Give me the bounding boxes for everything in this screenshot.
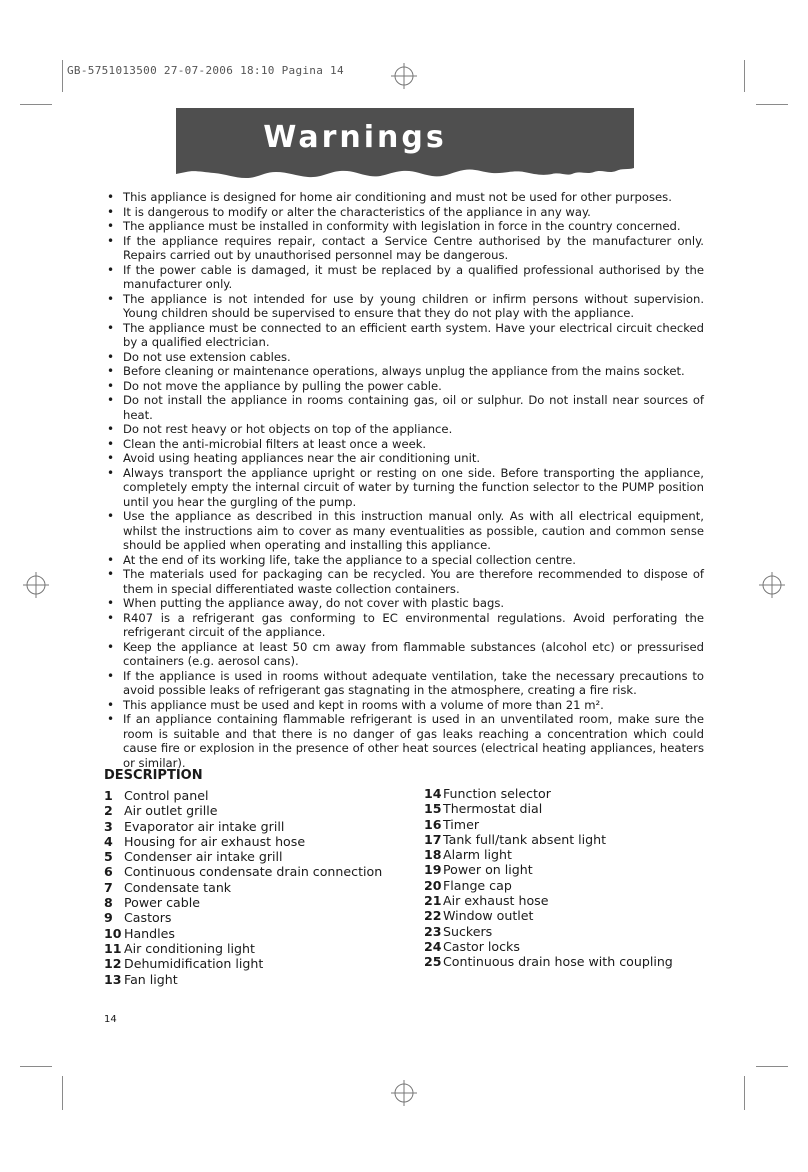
registration-mark-top-icon: [391, 63, 417, 89]
part-number: 17: [424, 831, 442, 847]
part-label: Air exhaust hose: [443, 893, 549, 909]
part-item: [104, 895, 382, 910]
part-label: Evaporator air intake grill: [124, 818, 285, 834]
part-number: 12: [104, 956, 122, 972]
part-number: 2: [104, 803, 113, 819]
part-item: [104, 926, 382, 941]
part-item: [424, 893, 673, 908]
part-item: [424, 847, 673, 862]
warning-item: • If the appliance is used in rooms without adequate ventilation, take the necessary precautions to avoid possible leaks of refrigerant gas stagnating in the atmosphere, creating a fire risk.: [104, 669, 704, 698]
parts-list-left: [104, 788, 382, 987]
warning-item: • The appliance must be installed in conformity with legislation in force in the country concerned.: [104, 219, 704, 234]
warning-item: • Avoid using heating appliances near the air conditioning unit.: [104, 451, 704, 466]
part-item: [424, 801, 673, 816]
warning-item: • The appliance must be connected to an efficient earth system. Have your electrical circuit checked by a qualified electrician.: [104, 321, 704, 350]
part-item: [104, 864, 382, 879]
part-item: [104, 849, 382, 864]
part-label: Dehumidification light: [124, 956, 264, 972]
page-title: Warnings: [263, 120, 447, 155]
warning-item: • Always transport the appliance upright or resting on one side. Before transporting the appliance, completely empty the internal circuit of water by turning the function selector to the PUMP position until you hear the gurgling of the pump.: [104, 466, 704, 510]
part-label: Power cable: [124, 895, 200, 911]
part-number: 18: [424, 847, 442, 863]
part-number: 5: [104, 849, 113, 865]
part-number: 14: [424, 786, 442, 801]
warning-item: • If the power cable is damaged, it must be replaced by a qualified professional authorised by the manufacturer only.: [104, 263, 704, 292]
part-number: 15: [424, 801, 442, 817]
part-label: Castor locks: [443, 938, 520, 954]
warning-item: • At the end of its working life, take the appliance to a special collection centre.: [104, 553, 704, 568]
part-item: [104, 819, 382, 834]
crop-mark-bottom-right-v: [744, 1076, 745, 1110]
part-item: [424, 878, 673, 893]
part-item: [104, 972, 382, 987]
part-number: 3: [104, 818, 113, 834]
warnings-list: [104, 190, 704, 770]
registration-mark-right-icon: [759, 572, 785, 598]
crop-mark-top-right-v: [744, 60, 745, 92]
part-number: 13: [104, 971, 122, 987]
part-number: 23: [424, 923, 442, 939]
warning-item: • Use the appliance as described in this instruction manual only. As with all electrical equipment, whilst the instructions aim to cover as many eventualities as possible, caution and common sense should be applied when operating and installing this appliance.: [104, 509, 704, 553]
page-number: 14: [104, 1014, 117, 1025]
part-number: 6: [104, 864, 113, 880]
part-label: Air outlet grille: [124, 803, 218, 819]
crop-mark-top-left-h: [20, 104, 52, 105]
part-label: Timer: [443, 816, 479, 832]
part-number: 1: [104, 788, 113, 803]
part-label: Window outlet: [443, 908, 534, 924]
part-label: Castors: [124, 910, 172, 926]
warning-item: • When putting the appliance away, do not cover with plastic bags.: [104, 596, 704, 611]
part-item: [104, 941, 382, 956]
crop-mark-bottom-left-h: [20, 1066, 52, 1067]
part-item: [424, 908, 673, 923]
part-label: Power on light: [443, 862, 533, 878]
part-number: 19: [424, 862, 442, 878]
warning-item: • Do not move the appliance by pulling the power cable.: [104, 379, 704, 394]
part-item: [104, 880, 382, 895]
part-number: 4: [104, 833, 113, 849]
part-item: [424, 939, 673, 954]
warning-item: • The materials used for packaging can be recycled. You are therefore recommended to dispose of them in special differentiated waste collection containers.: [104, 567, 704, 596]
part-number: 10: [104, 925, 122, 941]
part-item: [104, 910, 382, 925]
description-heading: DESCRIPTION: [104, 768, 203, 783]
part-label: Thermostat dial: [443, 801, 543, 817]
warning-item: • Do not install the appliance in rooms containing gas, oil or sulphur. Do not install near sources of heat.: [104, 393, 704, 422]
warning-item: • This appliance is designed for home air conditioning and must not be used for other purposes.: [104, 190, 704, 205]
registration-mark-bottom-icon: [391, 1080, 417, 1106]
part-number: 22: [424, 908, 442, 924]
warning-item: • Do not rest heavy or hot objects on top of the appliance.: [104, 422, 704, 437]
part-item: [424, 862, 673, 877]
part-item: [424, 817, 673, 832]
warning-item: • It is dangerous to modify or alter the characteristics of the appliance in any way.: [104, 205, 704, 220]
part-item: [104, 956, 382, 971]
part-number: 25: [424, 954, 442, 970]
crop-mark-bottom-left-v: [62, 1076, 63, 1110]
part-item: [424, 924, 673, 939]
part-label: Handles: [124, 925, 175, 941]
part-number: 16: [424, 816, 442, 832]
registration-mark-left-icon: [23, 572, 49, 598]
part-label: Suckers: [443, 923, 493, 939]
crop-mark-top-right-h: [756, 104, 788, 105]
part-item: [424, 832, 673, 847]
parts-list-right: [424, 786, 673, 970]
part-label: Function selector: [443, 786, 551, 801]
part-label: Alarm light: [443, 847, 512, 863]
part-label: Condenser air intake grill: [124, 849, 283, 865]
part-label: Housing for air exhaust hose: [124, 833, 306, 849]
part-item: [424, 954, 673, 969]
part-item: [104, 834, 382, 849]
part-item: [104, 803, 382, 818]
part-label: Control panel: [124, 788, 209, 803]
part-number: 24: [424, 938, 442, 954]
warning-item: • This appliance must be used and kept in rooms with a volume of more than 21 m².: [104, 698, 704, 713]
part-label: Fan light: [124, 971, 178, 987]
part-item: [104, 788, 382, 803]
warning-item: • Clean the anti-microbial filters at least once a week.: [104, 437, 704, 452]
warning-item: • If an appliance containing flammable refrigerant is used in an unventilated room, make sure the room is suitable and that there is no danger of gas leaks reaching a concentration which could cause fire or explosion in the presence of other heat sources (electrical heating appliances, heaters or similar).: [104, 712, 704, 770]
part-label: Flange cap: [443, 877, 512, 893]
part-number: 21: [424, 893, 442, 909]
warning-item: • Keep the appliance at least 50 cm away from flammable substances (alcohol etc) or pressurised containers (e.g. aerosol cans).: [104, 640, 704, 669]
part-number: 7: [104, 879, 113, 895]
crop-mark-bottom-right-h: [756, 1066, 788, 1067]
warning-item: • If the appliance requires repair, contact a Service Centre authorised by the manufacturer only. Repairs carried out by unauthorised personnel may be dangerous.: [104, 234, 704, 263]
part-item: [424, 786, 673, 801]
part-number: 11: [104, 940, 122, 956]
part-label: Air conditioning light: [124, 940, 255, 956]
warning-item: • Do not use extension cables.: [104, 350, 704, 365]
part-number: 20: [424, 877, 442, 893]
part-number: 8: [104, 895, 113, 911]
warning-item: • Before cleaning or maintenance operations, always unplug the appliance from the mains socket.: [104, 364, 704, 379]
crop-mark-top-left-v: [62, 60, 63, 92]
warning-item: • The appliance is not intended for use by young children or infirm persons without supervision. Young children should be supervised to ensure that they do not play with the appliance.: [104, 292, 704, 321]
warning-item: • R407 is a refrigerant gas conforming to EC environmental regulations. Avoid perforating the refrigerant circuit of the appliance.: [104, 611, 704, 640]
print-slug: GB-5751013500 27-07-2006 18:10 Pagina 14: [67, 64, 344, 77]
part-label: Continuous drain hose with coupling: [443, 954, 673, 970]
part-label: Condensate tank: [124, 879, 232, 895]
part-number: 9: [104, 910, 113, 926]
part-label: Continuous condensate drain connection: [124, 864, 383, 880]
part-label: Tank full/tank absent light: [443, 831, 607, 847]
